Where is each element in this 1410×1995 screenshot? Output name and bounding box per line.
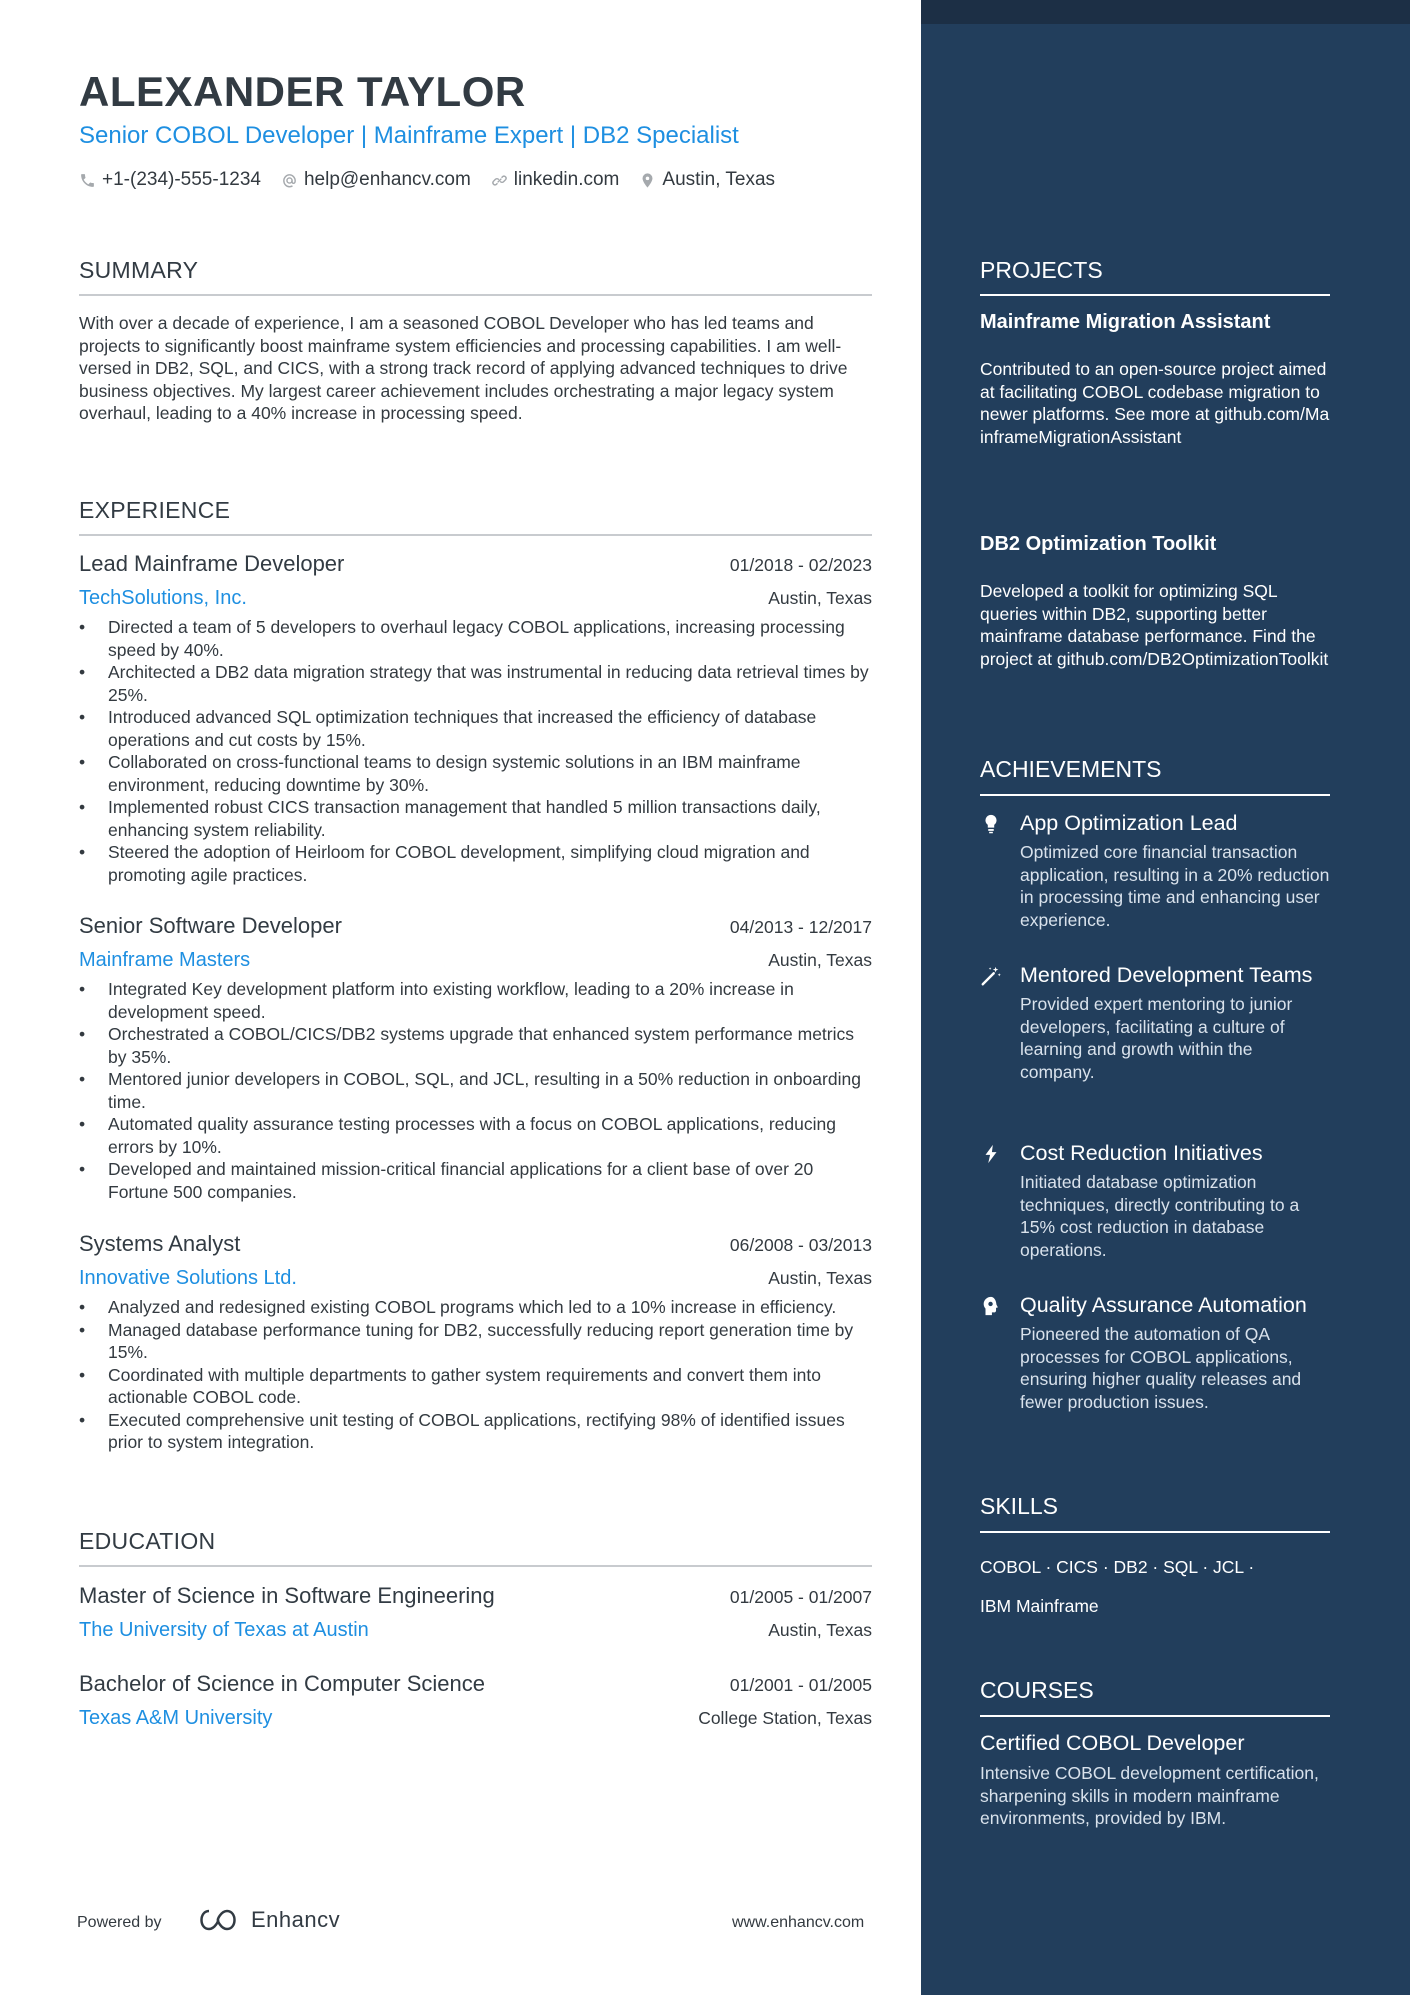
- education-heading: EDUCATION: [79, 1528, 216, 1554]
- project-entry: [980, 311, 1330, 448]
- education-divider: [79, 1565, 872, 1567]
- degree-title: Master of Science in Software Engineering: [79, 1583, 495, 1608]
- project-entry: [980, 533, 1330, 670]
- summary-heading: SUMMARY: [79, 257, 199, 283]
- bullet-item: • Steered the adoption of Heirloom for COBOL development, simplifying cloud migration and promoting agile practices.: [79, 841, 872, 886]
- contact-linkedin[interactable]: [491, 169, 620, 191]
- contact-email[interactable]: [281, 169, 471, 191]
- job-dates: 01/2018 - 02/2023: [729, 555, 872, 575]
- link-icon: [491, 172, 508, 189]
- job-location: Austin, Texas: [768, 588, 872, 608]
- location-text: Austin, Texas: [662, 169, 776, 190]
- education-entry: [79, 1671, 872, 1730]
- course-description: Intensive COBOL development certification, sharpening skills in modern mainframe environments, provided by IBM.: [980, 1763, 1319, 1828]
- school-name: Texas A&M University: [79, 1707, 273, 1729]
- course-title: Certified COBOL Developer: [980, 1731, 1245, 1755]
- bullet-item: • Implemented robust CICS transaction management that handled 5 million transactions daily, enhancing system reliability.: [79, 796, 872, 841]
- contact-location: [639, 169, 775, 191]
- courses-divider: [980, 1715, 1330, 1717]
- school-location: Austin, Texas: [768, 1620, 872, 1640]
- experience-entry: [79, 1231, 872, 1454]
- contact-phone[interactable]: [79, 169, 261, 191]
- at-sign-icon: [281, 172, 298, 189]
- skills-heading: SKILLS: [980, 1493, 1058, 1519]
- skills-list: [980, 1548, 1330, 1626]
- education-dates: 01/2001 - 01/2005: [729, 1675, 872, 1695]
- achievement-entry: [980, 1292, 1330, 1413]
- achievement-entry: [980, 810, 1330, 931]
- achievement-description: Provided expert mentoring to junior developers, facilitating a culture of learning and growth within the company.: [1020, 994, 1293, 1082]
- bullet-item: • Integrated Key development platform into existing workflow, leading to a 20% increase in development speed.: [79, 978, 872, 1023]
- achievement-entry: [980, 1140, 1330, 1261]
- job-bullets: [79, 978, 872, 1203]
- achievement-description: Pioneered the automation of QA processes for COBOL applications, ensuring higher quality releases and fewer production issues.: [1020, 1324, 1302, 1412]
- head-gear-icon: [980, 1292, 1020, 1413]
- powered-by-label: Powered by: [77, 1914, 162, 1931]
- bullet-item: • Coordinated with multiple departments to gather system requirements and convert them into actionable COBOL code.: [79, 1364, 872, 1409]
- project-title: DB2 Optimization Toolkit: [980, 533, 1217, 555]
- projects-heading: PROJECTS: [980, 257, 1103, 283]
- skills-line: IBM Mainframe: [980, 1596, 1099, 1616]
- experience-entry: [79, 551, 872, 886]
- contact-bar: [79, 169, 775, 191]
- enhancv-website-link[interactable]: www.enhancv.com: [732, 1914, 865, 1931]
- bullet-item: • Introduced advanced SQL optimization techniques that increased the efficiency of database operations and cut costs by 15%.: [79, 706, 872, 751]
- company-name: TechSolutions, Inc.: [79, 587, 247, 609]
- bullet-item: • Analyzed and redesigned existing COBOL programs which led to a 10% increase in efficiency.: [79, 1296, 872, 1319]
- candidate-name: ALEXANDER TAYLOR: [79, 68, 526, 115]
- project-title: Mainframe Migration Assistant: [980, 311, 1271, 333]
- candidate-headline: Senior COBOL Developer | Mainframe Expert | DB2 Specialist: [79, 122, 739, 149]
- experience-heading: EXPERIENCE: [79, 497, 231, 523]
- enhancv-logo[interactable]: [195, 1907, 340, 1933]
- project-description: Contributed to an open-source project aimed at facilitating COBOL codebase migration to newer platforms. See more at github.com/MainframeMigrationAssistant: [980, 359, 1330, 447]
- courses-heading: COURSES: [980, 1677, 1094, 1703]
- sidebar-top-bar: [921, 0, 1410, 24]
- magic-wand-icon: [980, 962, 1020, 1083]
- job-dates: 04/2013 - 12/2017: [729, 917, 872, 937]
- bullet-item: • Developed and maintained mission-critical financial applications for a client base of over 20 Fortune 500 companies.: [79, 1158, 872, 1203]
- bullet-item: • Collaborated on cross-functional teams to design systemic solutions in an IBM mainframe environment, reducing downtime by 30%.: [79, 751, 872, 796]
- achievement-title: Cost Reduction Initiatives: [1020, 1141, 1263, 1165]
- enhancv-logo-icon: [195, 1907, 241, 1933]
- course-entry: [980, 1731, 1330, 1830]
- map-pin-icon: [639, 172, 656, 189]
- school-name: The University of Texas at Austin: [79, 1619, 369, 1641]
- achievement-entry: [980, 962, 1330, 1083]
- job-location: Austin, Texas: [768, 1268, 872, 1288]
- bullet-item: • Mentored junior developers in COBOL, SQL, and JCL, resulting in a 50% reduction in onboarding time.: [79, 1068, 872, 1113]
- job-bullets: [79, 1296, 872, 1454]
- phone-text: +1-(234)-555-1234: [102, 169, 261, 190]
- bullet-item: • Architected a DB2 data migration strategy that was instrumental in reducing data retrieval times by 25%.: [79, 661, 872, 706]
- job-location: Austin, Texas: [768, 950, 872, 970]
- achievement-description: Optimized core financial transaction application, resulting in a 20% reduction in processing time and enhancing user experience.: [1020, 842, 1330, 930]
- achievement-title: Mentored Development Teams: [1020, 963, 1313, 987]
- experience-entry: [79, 913, 872, 1203]
- job-title: Senior Software Developer: [79, 913, 342, 938]
- summary-divider: [79, 294, 872, 296]
- lightbulb-icon: [980, 810, 1020, 931]
- lightning-bolt-icon: [980, 1140, 1020, 1261]
- project-description: Developed a toolkit for optimizing SQL queries within DB2, supporting better mainframe database performance. Find the project at github.com/DB2OptimizationToolkit: [980, 581, 1329, 669]
- job-title: Lead Mainframe Developer: [79, 551, 345, 576]
- company-name: Innovative Solutions Ltd.: [79, 1267, 297, 1289]
- bullet-item: • Automated quality assurance testing processes with a focus on COBOL applications, reducing errors by 10%.: [79, 1113, 872, 1158]
- school-location: College Station, Texas: [698, 1708, 872, 1728]
- phone-icon: [79, 172, 96, 189]
- achievement-title: Quality Assurance Automation: [1020, 1293, 1307, 1317]
- job-title: Systems Analyst: [79, 1231, 241, 1256]
- achievement-description: Initiated database optimization techniques, directly contributing to a 15% cost reduction in database operations.: [1020, 1172, 1300, 1260]
- education-dates: 01/2005 - 01/2007: [729, 1587, 872, 1607]
- achievements-divider: [980, 794, 1330, 796]
- achievements-heading: ACHIEVEMENTS: [980, 756, 1162, 782]
- company-name: Mainframe Masters: [79, 949, 251, 971]
- skills-line: COBOL · CICS · DB2 · SQL · JCL ·: [980, 1557, 1255, 1577]
- job-dates: 06/2008 - 03/2013: [729, 1235, 872, 1255]
- linkedin-text: linkedin.com: [513, 169, 620, 190]
- email-text: help@enhancv.com: [303, 169, 471, 190]
- projects-divider: [980, 294, 1330, 296]
- achievement-title: App Optimization Lead: [1020, 811, 1238, 835]
- bullet-item: • Orchestrated a COBOL/CICS/DB2 systems upgrade that enhanced system performance metrics by 35%.: [79, 1023, 872, 1068]
- experience-divider: [79, 534, 872, 536]
- bullet-item: • Executed comprehensive unit testing of COBOL applications, rectifying 98% of identified issues prior to system integration.: [79, 1409, 872, 1454]
- education-entry: [79, 1583, 872, 1642]
- summary-text: With over a decade of experience, I am a seasoned COBOL Developer who has led teams and projects to significantly boost mainframe system efficiencies and processing capabilities. I am well-versed in DB2, SQL, and CICS, with a strong track record of applying advanced techniques to drive business objectives. My largest career achievement includes orchestrating a major legacy system overhaul, leading to a 40% increase in processing speed.: [79, 313, 848, 423]
- enhancv-brand-text: Enhancv: [251, 1907, 341, 1932]
- skills-divider: [980, 1531, 1330, 1533]
- degree-title: Bachelor of Science in Computer Science: [79, 1671, 485, 1696]
- bullet-item: • Directed a team of 5 developers to overhaul legacy COBOL applications, increasing processing speed by 40%.: [79, 616, 872, 661]
- bullet-item: • Managed database performance tuning for DB2, successfully reducing report generation time by 15%.: [79, 1319, 872, 1364]
- job-bullets: [79, 616, 872, 886]
